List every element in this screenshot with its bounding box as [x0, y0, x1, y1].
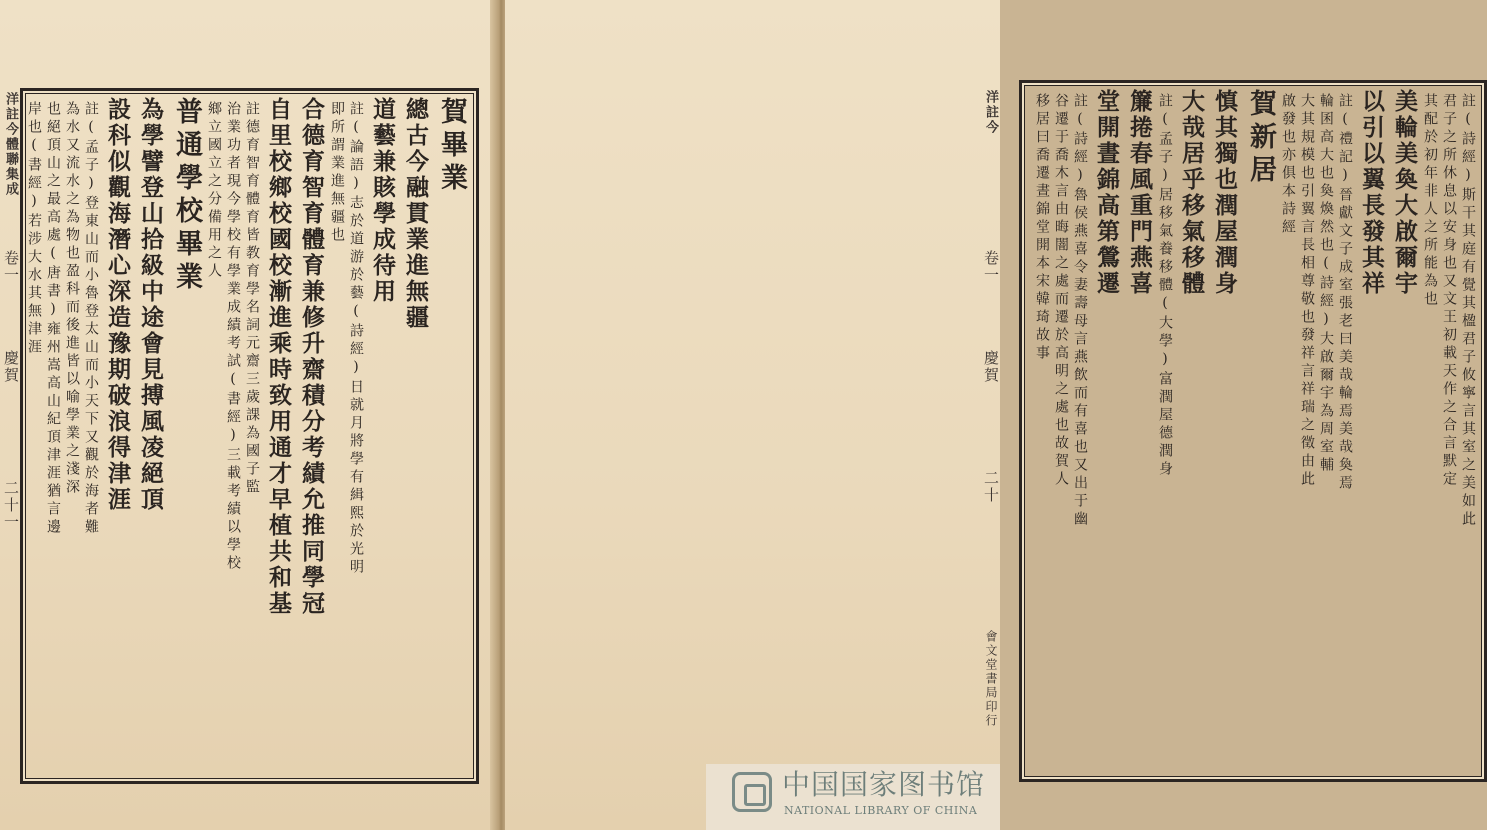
- right-page-column-14: 堂開晝錦高第鶯遷: [1093, 89, 1120, 297]
- right-page-column-13: 簾捲春風重門燕喜: [1126, 89, 1153, 297]
- left-page-column-10: 普通學校畢業: [171, 97, 202, 295]
- left-page-column-4: 即所謂業進無疆也: [329, 101, 345, 245]
- left-page: [0, 0, 495, 830]
- right-page-column-10: 慎其獨也潤屋潤身: [1211, 89, 1238, 297]
- right-page-column-8: 啟發也亦俱本詩經: [1280, 93, 1296, 237]
- right-page-column-4: 以引以翼長發其祥: [1358, 89, 1385, 297]
- left-page-column-2: 道藝兼賅學成待用: [369, 97, 396, 305]
- right-page-column-5: 註(禮記)晉獻文子成室張老曰美哉輪焉美哉奐焉: [1337, 93, 1353, 493]
- right-page-column-2: 其配於初年非人之所能為也: [1422, 93, 1438, 309]
- right-page-column-16: 谷遷于喬木言由晦闇之處而遷於高明之處也故賀人: [1053, 93, 1069, 489]
- right-page-column-1: 君子之所休息以安身也又文王初載天作之合言默定: [1441, 93, 1457, 489]
- watermark-english: NATIONAL LIBRARY OF CHINA: [784, 804, 978, 817]
- right-page: [505, 0, 1476, 830]
- watermark-chinese: 中国国家图书馆: [782, 768, 986, 801]
- left-margin-page-number: 二十一: [2, 480, 20, 531]
- left-page-column-8: 治業功者現今學校有學業成績考試(書經)三載考績以學校: [225, 101, 241, 573]
- right-page-column-12: 註(孟子)居移氣養移體(大學)富潤屋德潤身: [1157, 93, 1173, 479]
- left-page-column-13: 註(孟子)登東山而小魯登太山而小天下又觀於海者難: [83, 101, 99, 537]
- left-text-frame: [20, 88, 479, 784]
- left-page-column-7: 註德育智育體育皆教育學名詞元齋三歲課為國子監: [244, 101, 260, 497]
- left-page-column-1: 總古今融貫業進無疆: [402, 97, 429, 331]
- right-text-frame: [1019, 80, 1487, 782]
- right-page-column-6: 輪囷高大也奐煥然也(詩經)大啟爾宇為周室輔: [1318, 93, 1334, 475]
- right-margin-section: 慶賀: [982, 350, 1000, 384]
- right-margin-page-number: 二十: [982, 470, 1000, 504]
- left-page-column-11: 為學譬登山拾級中途會見搏風凌絕頂: [137, 97, 164, 513]
- right-page-column-15: 註(詩經)魯侯燕喜令妻壽母言燕飲而有喜也又出于幽: [1072, 93, 1088, 529]
- right-page-column-7: 大其規模也引翼言長相尊敬也發祥言祥瑞之徵由此: [1299, 93, 1315, 489]
- right-page-column-9: 賀新居: [1245, 89, 1276, 188]
- left-page-column-16: 岸也(書經)若涉大水其無津涯: [26, 101, 42, 357]
- right-page-column-0: 註(詩經)斯干其庭有覺其楹君子攸寧言其室之美如此: [1460, 93, 1476, 529]
- left-page-column-3: 註(論語)志於道游於藝(詩經)日就月將學有緝熙於光明: [348, 101, 364, 577]
- right-margin-volume: 卷一: [982, 250, 1000, 284]
- left-margin-section: 慶賀: [2, 350, 20, 384]
- library-logo-icon: [732, 772, 772, 812]
- left-page-column-9: 鄉立國立之分備用之人: [206, 101, 222, 281]
- left-page-column-6: 自里校鄉校國校漸進乘時致用通才早植共和基: [265, 97, 292, 617]
- left-page-column-0: 賀畢業: [436, 97, 467, 196]
- right-page-column-3: 美輪美奐大啟爾宇: [1391, 89, 1418, 297]
- left-margin-volume: 卷一: [2, 250, 20, 284]
- left-page-column-15: 也絕頂山之最高處(唐書)雍州嵩高山紀頂津涯猶言邊: [45, 101, 61, 537]
- left-page-column-12: 設科似觀海潛心深造豫期破浪得津涯: [104, 97, 131, 513]
- left-page-column-14: 為水又流水之為物也盈科而後進皆以喻學業之淺深: [64, 101, 80, 497]
- right-margin-title: 洋註今: [983, 90, 998, 135]
- right-margin-publisher: 會文堂書局印行: [984, 630, 998, 728]
- left-page-column-5: 合德育智育體育兼修升齋積分考績允推同學冠: [298, 97, 325, 617]
- left-margin-title: 洋註今體聯集成: [3, 92, 18, 197]
- right-page-column-17: 移居曰喬遷晝錦堂開本宋韓琦故事: [1034, 93, 1050, 363]
- library-watermark: [706, 764, 1000, 830]
- right-page-column-11: 大哉居乎移氣移體: [1178, 89, 1205, 297]
